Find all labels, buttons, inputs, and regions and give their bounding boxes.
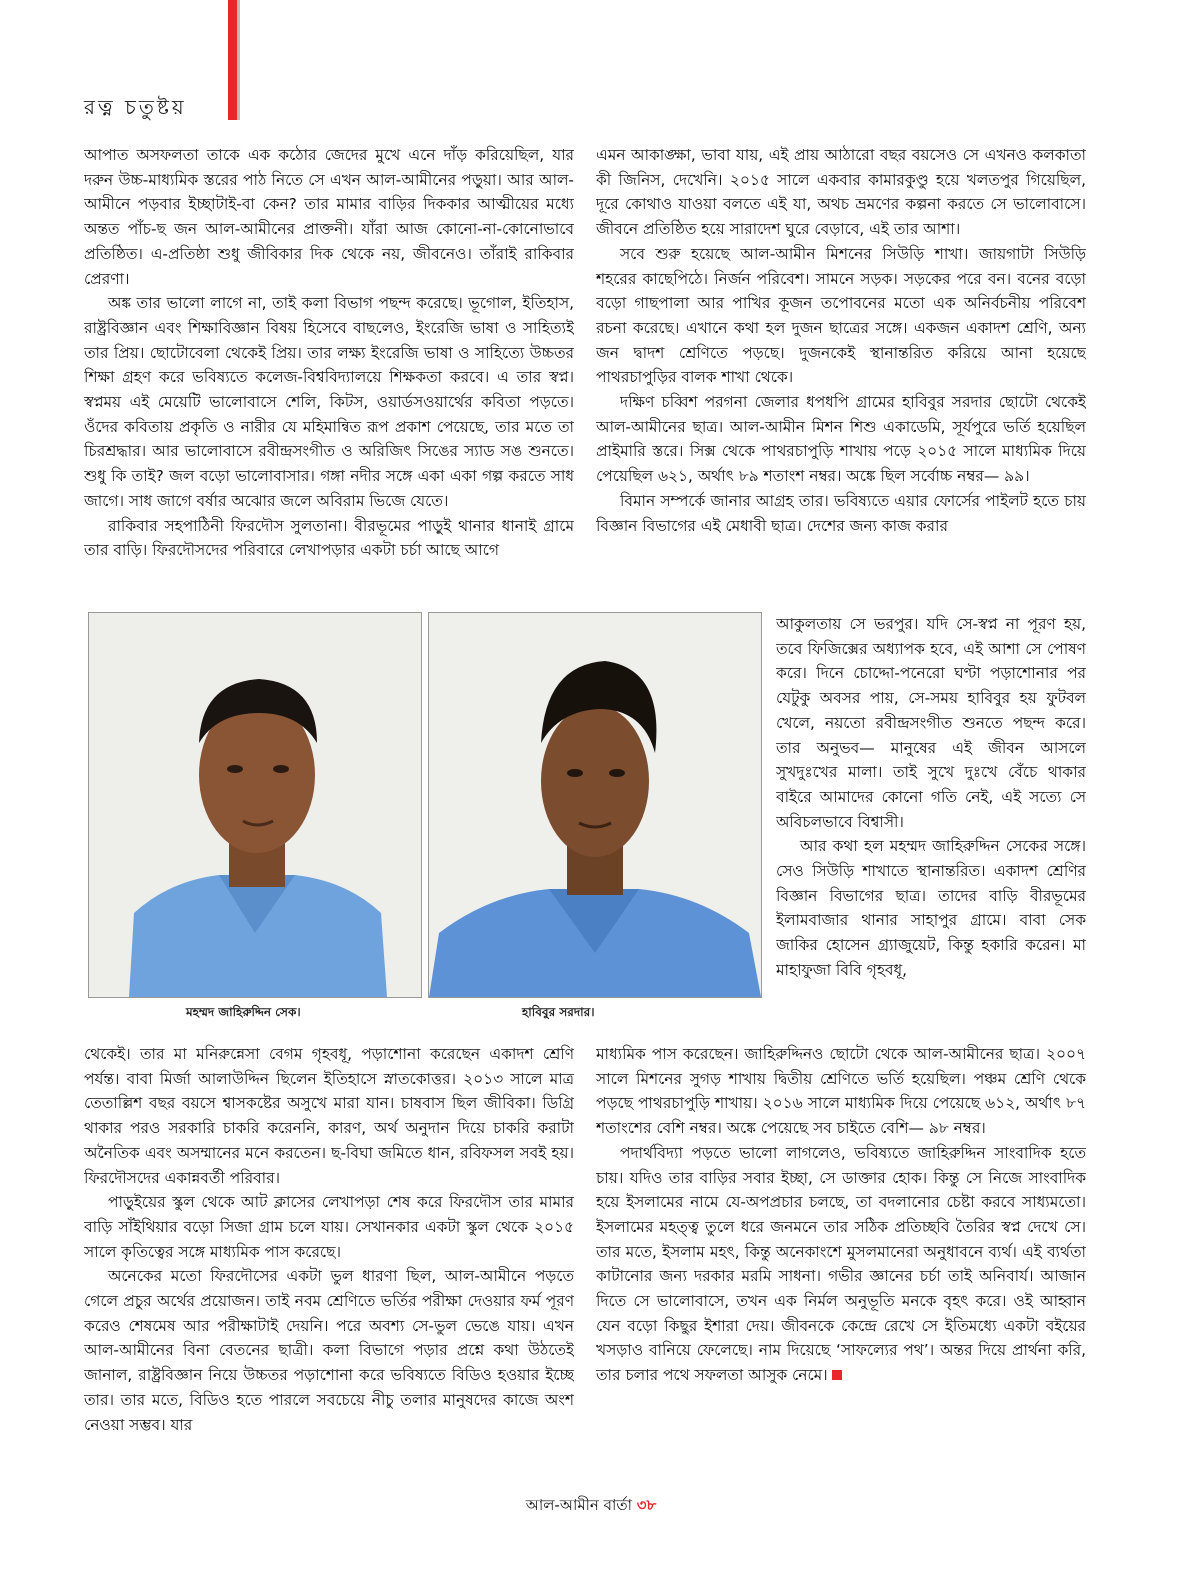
paragraph: আকুলতায় সে ভরপুর। যদি সে-স্বপ্ন না পূরণ হয়, তবে ফিজিক্সের অধ্যাপক হবে, এই আশা সে পোষণ করে। দিনে চোদ্দো-পনেরো ঘণ্টা পড়াশোনার পর যেটুকু অবসর পায়, সে-সময় হাবিবুর হয় ফুটবল খেলে, নয়তো রবীন্দ্রসংগীত শুনতে পছন্দ করে। তার অনুভব— মানুষের এই জীবন আসলে সুখদুঃখের মালা। তাই সুখে দুঃখে বেঁচে থাকার বাইরে আমাদের কোনো গতি নেই, এই সত্যে সে অবিচলভাবে বিশ্বাসী। bbox=[776, 615, 1086, 831]
paragraph: বিমান সম্পর্কে জানার আগ্রহ তার। ভবিষ্যতে এয়ার ফোর্সের পাইলট হতে চায় বিজ্ঞান বিভাগের এই মেধাবী ছাত্র। দেশের জন্য কাজ করার bbox=[596, 491, 1086, 535]
page-number: ৩৮ bbox=[636, 1496, 657, 1514]
paragraph: পাড়ুইয়ের স্কুল থেকে আট ক্লাসের লেখাপড়া শেষ করে ফিরদৌস তার মামার বাড়ি সাঁইথিয়ার বড়ো সিজা গ্রাম চলে যায়। সেখানকার একটা স্কুল থেকে ২০১৫ সালে কৃতিত্বের সঙ্গে মাধ্যমিক পাস করেছে। bbox=[84, 1193, 574, 1261]
paragraph: অঙ্ক তার ভালো লাগে না, তাই কলা বিভাগ পছন্দ করেছে। ভূগোল, ইতিহাস, রাষ্ট্রবিজ্ঞান এবং শিক্ষাবিজ্ঞান বিষয় হিসেবে বাছলেও, ইংরেজি ভাষা ও সাহিত্যই তার প্রিয়। ছোটোবেলা থেকেই প্রিয়। তার লক্ষ্য ইংরেজি ভাষা ও সাহিত্যে উচ্চতর শিক্ষা গ্রহণ করে ভবিষ্যতে কলেজ-বিশ্ববিদ্যালয়ে শিক্ষকতা করবে। এ তার স্বপ্ন। স্বপ্নময় এই মেয়েটি ভালোবাসে শেলি, কিটস, ওয়ার্ডসওয়ার্থের কবিতা পড়তে। ওঁদের কবিতায় প্রকৃতি ও নারীর যে মহিমান্বিত রূপ প্রকাশ পেয়েছে, তার মতে তা চিরশ্রদ্ধার। আর ভালোবাসে রবীন্দ্রসংগীত ও অরিজিৎ সিঙের স্যাড সঙ শুনতে। শুধু কি তাই? জল বড়ো ভালোবাসার। গঙ্গা নদীর সঙ্গে একা একা গল্প করতে সাধ জাগে। সাধ জাগে বর্ষার অঝোর জলে অবিরাম ভিজে যেতে। bbox=[84, 294, 574, 510]
portrait-photo-zahiruddin bbox=[88, 612, 422, 998]
paragraph: রাকিবার সহপাঠিনী ফিরদৌস সুলতানা। বীরভূমের পাড়ুই থানার ধানাই গ্রামে তার বাড়ি। ফিরদৌসদের পরিবারে লেখাপড়ার একটা চর্চা আছে আগে bbox=[84, 516, 574, 560]
article-column-left-bottom bbox=[84, 1042, 574, 1470]
portrait-photo-habibur bbox=[428, 612, 762, 998]
paragraph bbox=[596, 1141, 1086, 1388]
section-title: রত্ন চতুষ্টয় bbox=[84, 95, 187, 119]
paragraph-text: পদার্থবিদ্যা পড়তে ভালো লাগলেও, ভবিষ্যতে জাহিরুদ্দিন সাংবাদিক হতে চায়। যদিও তার বাড়ির সবার ইচ্ছা, সে ডাক্তার হোক। কিন্তু সে নিজে সাংবাদিক হয়ে ইসলামের নামে যে-অপপ্রচার চলছে, তা বদলানোর চেষ্টা করবে সাধ্যমতো। ইসলামের মহত্ত্ব তুলে ধরে জনমনে তার সঠিক প্রতিচ্ছবি তৈরির স্বপ্ন দেখে সে। তার মতে, ইসলাম মহৎ, কিন্তু অনেকাংশে মুসলমানেরা অনুধাবনে ব্যর্থ। এই ব্যর্থতা কাটানোর জন্য দরকার মরমি সাধনা। গভীর জ্ঞানের চর্চা তাই অনিবার্য। আজান দিতে সে ভালোবাসে, তখন এক নির্মল অনুভূতি মনকে বৃহৎ করে। ওই আহ্বান যেন বড়ো কিছুর ইশারা দেয়। জীবনকে কেন্দ্রে রেখে সে ইতিমধ্যে একটা বইয়ের খসড়াও বানিয়ে ফেলেছে। নাম দিয়েছে ‘সাফল্যের পথ’। অন্তর দিয়ে প্রার্থনা করি, তার চলার পথে সফলতা আসুক নেমে। bbox=[596, 1143, 1086, 1385]
magazine-name: আল-আমীন বার্তা bbox=[525, 1496, 632, 1514]
article-column-right-bottom bbox=[596, 1042, 1086, 1470]
photo-caption: মহম্মদ জাহিরুদ্দিন সেক। bbox=[186, 1005, 301, 1019]
paragraph: আপাত অসফলতা তাকে এক কঠোর জেদের মুখে এনে দাঁড় করিয়েছিল, যার দরুন উচ্চ-মাধ্যমিক স্তরের পাঠ নিতে সে এখন আল-আমীনের পড়ুয়া। আর আল-আমীনে পড়বার ইচ্ছাটাই-বা কেন? তার মামার বাড়ির দিককার আত্মীয়ের মধ্যে অন্তত পাঁচ-ছ জন আল-আমীনের প্রাক্তনী। যাঁরা আজ কোনো-না-কোনোভাবে প্রতিষ্ঠিত। এ-প্রতিষ্ঠা শুধু জীবিকার দিক থেকে নয়, জীবনেও। তাঁরাই রাকিবার প্রেরণা। bbox=[84, 146, 574, 288]
article-column-left-top bbox=[84, 143, 574, 613]
paragraph: থেকেই। তার মা মনিরুন্নেসা বেগম গৃহবধূ, পড়াশোনা করেছেন একাদশ শ্রেণি পর্যন্ত। বাবা মির্জা আলাউদ্দিন ছিলেন ইতিহাসে স্নাতকোত্তর। ২০১৩ সালে মাত্র তেতাল্লিশ বছর বয়সে শ্বাসকষ্টের অসুখে মারা যান। চাষবাস ছিল জীবিকা। ডিগ্রি থাকার পরও সরকারি চাকরি করেননি, কারণ, অর্থ অনুদান দিয়ে চাকরি করাটা অনৈতিক এবং অসম্মানের মনে করতেন। ছ-বিঘা জমিতে ধান, রবিফসল সবই হয়। ফিরদৌসদের একান্নবর্তী পরিবার। bbox=[84, 1045, 574, 1187]
article-column-right-top bbox=[596, 143, 1086, 613]
article-column-right-middle bbox=[776, 612, 1086, 1042]
portrait-illustration bbox=[429, 613, 761, 997]
paragraph: সবে শুরু হয়েছে আল-আমীন মিশনের সিউড়ি শাখা। জায়গাটা সিউড়ি শহরের কাছেপিঠে। নির্জন পরিবেশ। সামনে সড়ক। সড়কের পরে বন। বনের বড়ো বড়ো গাছপালা আর পাখির কূজন তপোবনের মতো এক অনির্বচনীয় পরিবেশ রচনা করেছে। এখানে কথা হল দুজন ছাত্রের সঙ্গে। একজন একাদশ শ্রেণি, অন্য জন দ্বাদশ শ্রেণিতে পড়ছে। দুজনকেই স্থানান্তরিত করিয়ে আনা হয়েছে পাথরচাপুড়ির বালক শাখা থেকে। bbox=[596, 244, 1086, 387]
portrait-illustration bbox=[89, 613, 421, 997]
paragraph: আর কথা হল মহম্মদ জাহিরুদ্দিন সেকের সঙ্গে। সেও সিউড়ি শাখাতে স্থানান্তরিত। একাদশ শ্রেণির বিজ্ঞান বিভাগের ছাত্র। তাদের বাড়ি বীরভূমের ইলামবাজার থানার সাহাপুর গ্রামে। বাবা সেক জাকির হোসেন গ্র্যাজুয়েট, কিন্তু হকারি করেন। মা মাহাফুজা বিবি গৃহবধূ, bbox=[776, 837, 1086, 979]
paragraph: অনেকের মতো ফিরদৌসের একটা ভুল ধারণা ছিল, আল-আমীনে পড়তে গেলে প্রচুর অর্থের প্রয়োজন। তাই নবম শ্রেণিতে ভর্তির পরীক্ষা দেওয়ার ফর্ম পূরণ করেও শেষমেষ আর পরীক্ষাটাই দেয়নি। পরে অবশ্য সে-ভুল ভেঙে যায়। এখন আল-আমীনের বিনা বেতনের ছাত্রী। কলা বিভাগে পড়ার প্রশ্নে কথা উঠতেই জানাল, রাষ্ট্রবিজ্ঞান নিয়ে উচ্চতর পড়াশোনা করে ভবিষ্যতে বিডিও হওয়ার ইচ্ছে তার। তার মতে, বিডিও হতে পারলে সবচেয়ে নীচু তলার মানুষদের কাজে অংশ নেওয়া সম্ভব। যার bbox=[84, 1267, 574, 1434]
paragraph: দক্ষিণ চব্বিশ পরগনা জেলার ধপধপি গ্রামের হাবিবুর সরদার ছোটো থেকেই আল-আমীনের ছাত্র। আল-আমীন মিশন শিশু একাডেমি, সূর্যপুরে ভর্তি হয়েছিল প্রাইমারি স্তরে। সিক্স থেকে পাথরচাপুড়ি শাখায় পড়ে ২০১৫ সালে মাধ্যমিক দিয়ে পেয়েছিল ৬২১, অর্থাৎ ৮৯ শতাংশ নম্বর। অঙ্কে ছিল সর্বোচ্চ নম্বর— ৯৯। bbox=[596, 393, 1086, 486]
end-mark-icon bbox=[832, 1370, 842, 1380]
paragraph: এমন আকাঙ্ক্ষা, ভাবা যায়, এই প্রায় আঠারো বছর বয়সেও সে এখনও কলকাতা কী জিনিস, দেখেনি। ২০১৫ সালে একবার কামারকুণ্ডু হয়ে খলতপুর গিয়েছিল, দূরে কোথাও যাওয়া বলতে এই যা, অথচ ভ্রমণের কল্পনা করতে সে ভালোবাসে। জীবনে প্রতিষ্ঠিত হয়ে সারাদেশ ঘুরে বেড়াবে, এই তার আশা। bbox=[596, 146, 1086, 239]
photo-caption: হাবিবুর সরদার। bbox=[522, 1005, 595, 1019]
header-accent-shadow bbox=[237, 0, 240, 120]
header-accent-bar bbox=[228, 0, 237, 120]
page-footer bbox=[0, 1494, 1182, 1519]
paragraph: মাধ্যমিক পাস করেছেন। জাহিরুদ্দিনও ছোটো থেকে আল-আমীনের ছাত্র। ২০০৭ সালে মিশনের সুগড় শাখায় দ্বিতীয় শ্রেণিতে ভর্তি হয়েছিল। পঞ্চম শ্রেণি থেকে পড়ছে পাথরচাপুড়ি শাখায়। ২০১৬ সালে মাধ্যমিক দিয়ে পেয়েছে ৬১২, অর্থাৎ ৮৭ শতাংশের বেশি নম্বর। অঙ্কে পেয়েছে সব চাইতে বেশি— ৯৮ নম্বর। bbox=[596, 1045, 1086, 1138]
